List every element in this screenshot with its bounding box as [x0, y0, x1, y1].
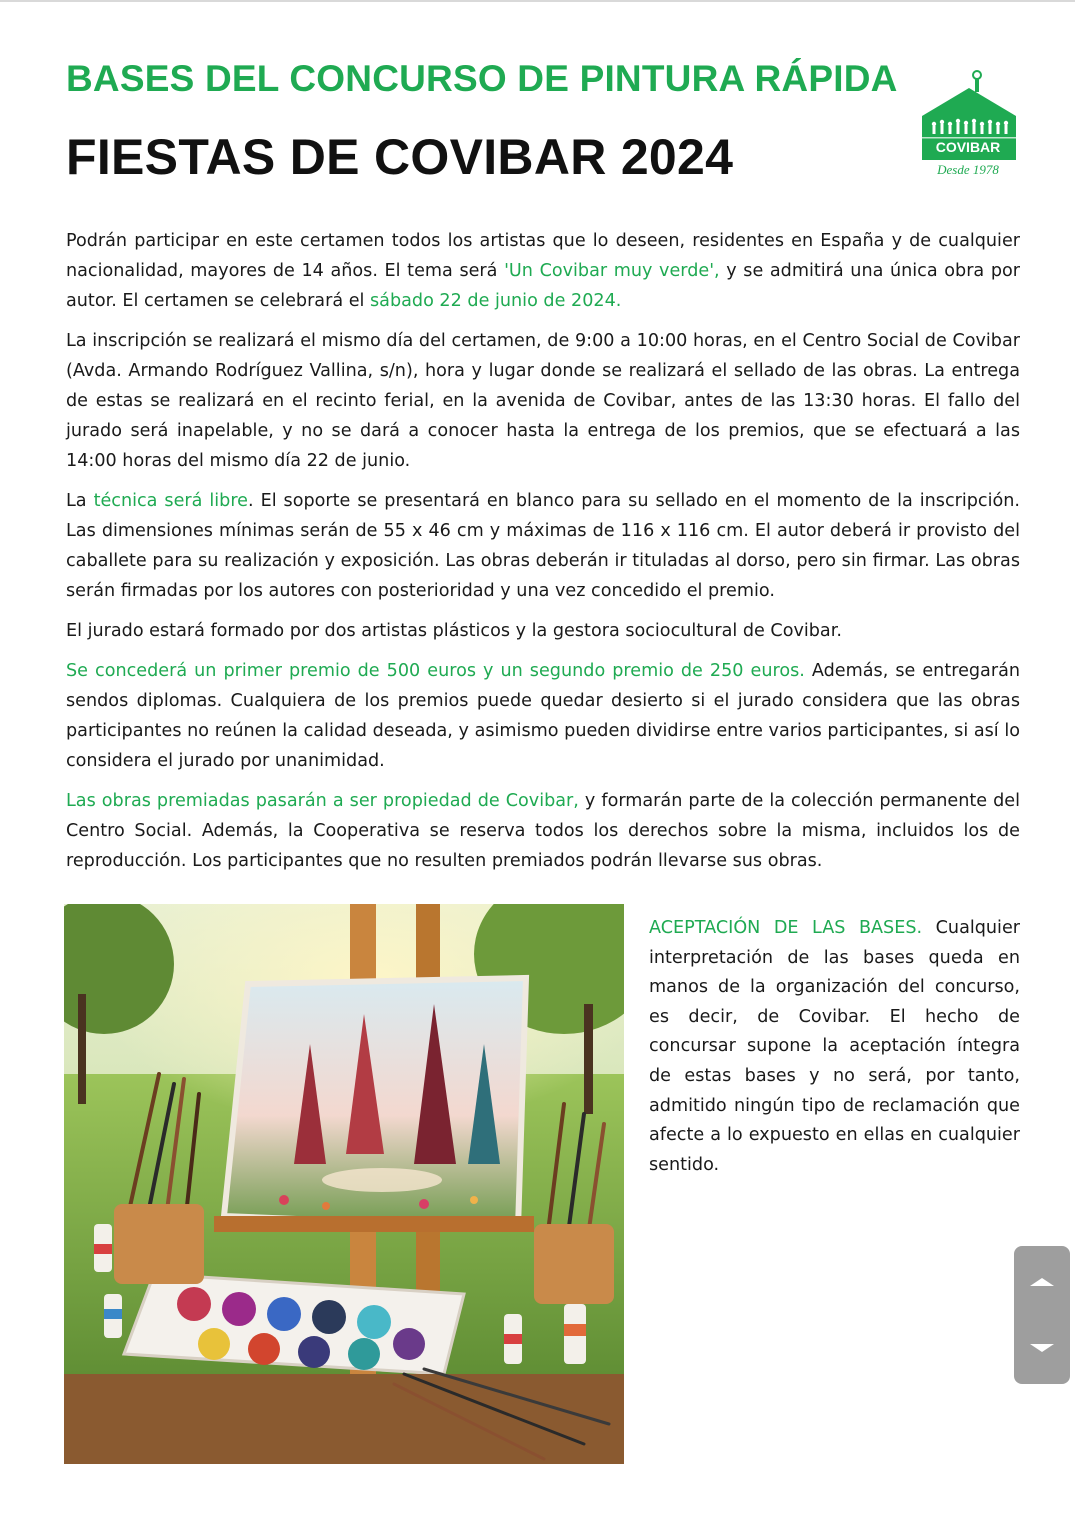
- p1-text: Podrán participar en este certamen todos los artistas que lo deseen, residentes en España y de cualquier nacionalidad, mayores de 14 años. El tema será: [66, 231, 1020, 281]
- paragraph-jury: [66, 616, 1020, 646]
- p6-text: y formarán parte de la colección permanente del Centro Social. Además, la Cooperativa se reserva todos los derechos sobre la misma, incluidos los de reproducción. Los participantes que no resulten premiados podrán llevarse sus obras.: [66, 791, 1020, 871]
- easel-painting-image: [64, 904, 624, 1464]
- acceptance-text: Cualquier interpretación de las bases queda en manos de la organización del concurso, es decir, de Covibar. El hecho de concursar supone la aceptación íntegra de estas bases y no será, por tanto, admitido ningún tipo de reclamación que afecte a lo expuesto en ellas en cualquier sentido.: [649, 918, 1020, 1175]
- document-title: FIESTAS DE COVIBAR 2024: [66, 129, 734, 185]
- p3-technique: técnica será libre: [93, 491, 249, 511]
- acceptance-heading: ACEPTACIÓN DE LAS BASES.: [649, 918, 923, 938]
- p2-text: La inscripción se realizará el mismo día del certamen, de 9:00 a 10:00 horas, en el Centro Social de Covibar (Avda. Armando Rodríguez Vallina, s/n), hora y lugar donde se realizará el sellado de las obras. La entrega de estas se realizará en el recinto ferial, en la avenida de Covibar, antes de las 13:30 horas. El fallo del jurado será inapelable, y no se dará a conocer hasta la entrega de los premios, que se efectuará a las 14:00 horas del mismo día 22 de junio.: [66, 331, 1020, 471]
- document-subtitle: BASES DEL CONCURSO DE PINTURA RÁPIDA: [66, 58, 898, 99]
- paragraph-participation: [66, 226, 1020, 316]
- paragraph-prizes: [66, 656, 1020, 776]
- p1-theme: 'Un Covibar muy verde',: [504, 261, 720, 281]
- p1-text-2: y se admitirá una única obra por autor. El certamen se celebrará el: [66, 261, 1020, 311]
- page-scroll-control: [1014, 1246, 1070, 1384]
- acceptance-section: [649, 914, 1020, 1180]
- paragraph-ownership: [66, 786, 1020, 876]
- p1-date: sábado 22 de junio de 2024.: [370, 291, 622, 311]
- p5-text: Además, se entregarán sendos diplomas. Cualquiera de los premios puede quedar desierto si el jurado considera que las obras participantes no reúnen la calidad deseada, y asimismo pueden dividirse entre varios participantes, si así lo considera el jurado por unanimidad.: [66, 661, 1021, 771]
- p3-text: La: [66, 491, 94, 511]
- paragraph-technique: [66, 486, 1020, 606]
- rules-body: [66, 226, 1020, 886]
- paragraph-registration: [66, 326, 1020, 476]
- scroll-up-arrow-icon[interactable]: [1028, 1268, 1056, 1292]
- logo-name: COVIBAR: [935, 139, 1001, 155]
- top-divider: [0, 0, 1075, 2]
- logo-since: Desde 1978: [937, 162, 999, 177]
- scroll-down-arrow-icon[interactable]: [1028, 1338, 1056, 1362]
- p3-text-2: . El soporte se presentará en blanco para su sellado en el momento de la inscripción. Las dimensiones mínimas serán de 55 x 46 cm y máximas de 116 x 116 cm. El autor deberá ir provisto del caballete para su realización y exposición. Las obras deberán ir tituladas al dorso, pero sin firmar. Las obras serán firmadas por los autores con posterioridad y una vez concedido el premio.: [66, 491, 1020, 601]
- p5-prizes: Se concederá un primer premio de 500 euros y un segundo premio de 250 euros.: [66, 661, 805, 681]
- p4-text: El jurado estará formado por dos artistas plásticos y la gestora sociocultural de Covibar.: [66, 621, 842, 641]
- paragraph-acceptance: [649, 914, 1020, 1180]
- p6-ownership: Las obras premiadas pasarán a ser propiedad de Covibar,: [66, 791, 579, 811]
